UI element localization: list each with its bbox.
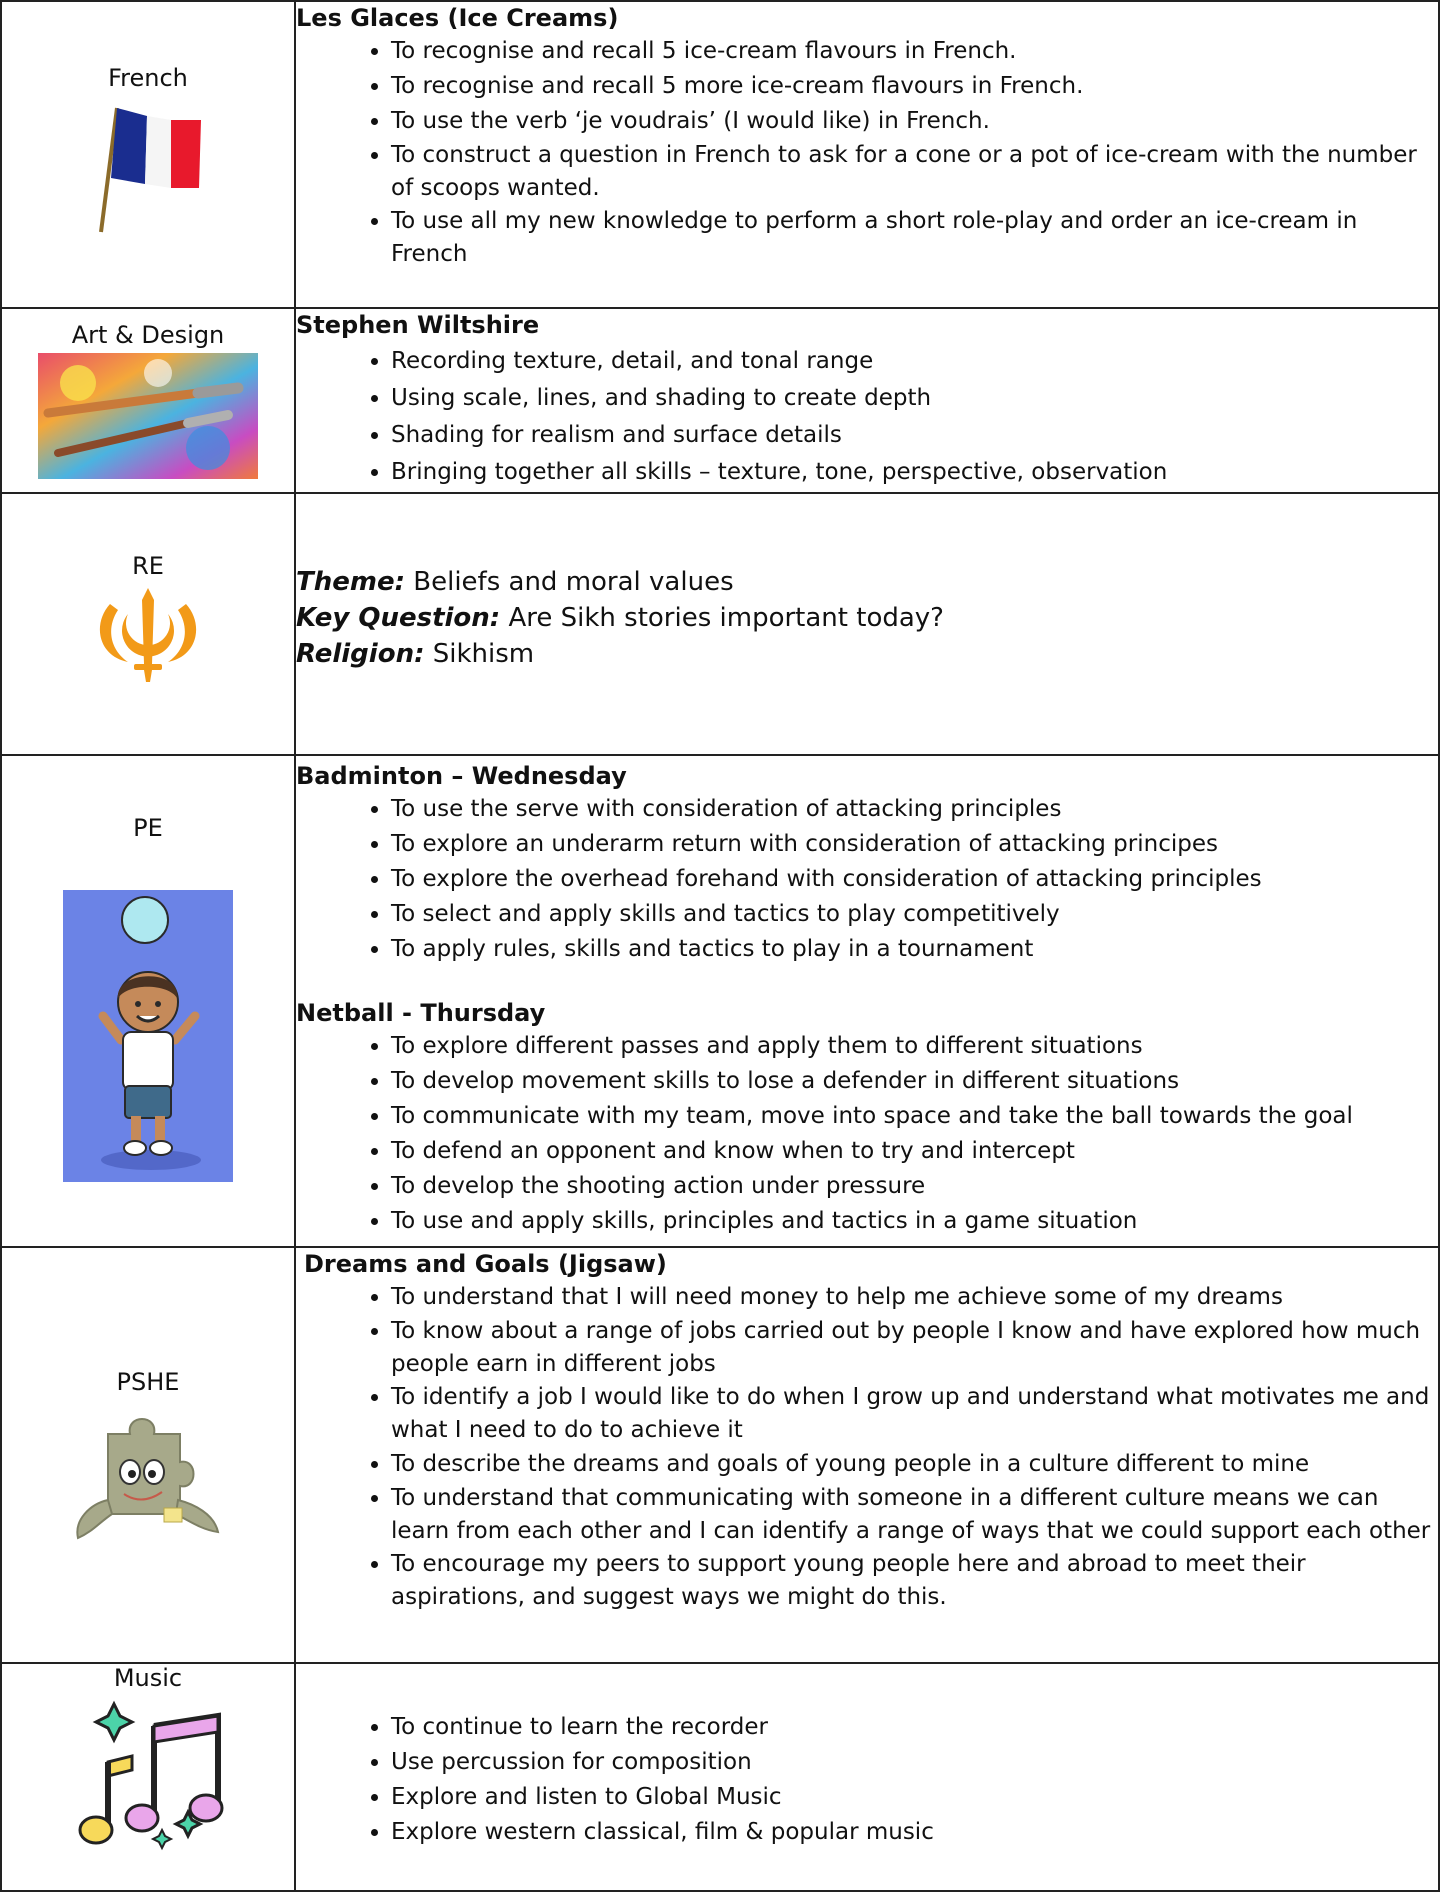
content-cell-french [295, 1, 1439, 308]
subject-cell-art [1, 308, 295, 493]
list-item: • To apply rules, skills and tactics to play in a tournament [391, 932, 1438, 967]
re-religion-value: Sikhism [424, 639, 535, 669]
objectives-list [296, 34, 1438, 271]
re-key-question-label: Key Question: [296, 603, 501, 633]
list-item: • To develop the shooting action under pressure [391, 1169, 1438, 1204]
child-with-ball-icon [63, 890, 233, 1182]
subject-label: PSHE [116, 1368, 180, 1396]
list-item: • Bringing together all skills – texture, tone, perspective, observation [391, 454, 1438, 491]
list-item: • To describe the dreams and goals of young people in a culture different to mine [391, 1447, 1438, 1482]
subject-cell-music [1, 1663, 295, 1891]
list-item: • Shading for realism and surface details [391, 417, 1438, 454]
music-notes-icon [68, 1696, 228, 1856]
objectives-list [296, 343, 1438, 491]
subject-cell-french [1, 1, 295, 308]
list-item: • To understand that communicating with someone in a different culture means we can learn from each other and I can identify a range of ways that we could support each other [391, 1482, 1438, 1548]
list-item: • To construct a question in French to ask for a cone or a pot of ice-cream with the number of scoops wanted. [391, 139, 1438, 205]
list-item: • To explore the overhead forehand with consideration of attacking principles [391, 862, 1438, 897]
list-item: • Explore western classical, film & popular music [391, 1815, 1438, 1850]
re-theme [296, 564, 1438, 600]
list-item: • To explore different passes and apply them to different situations [391, 1029, 1438, 1064]
jigsaw-piece-character-icon [68, 1404, 228, 1554]
list-item: • To understand that I will need money to help me achieve some of my dreams [391, 1280, 1438, 1315]
content-cell-pe [295, 755, 1439, 1247]
row-pe [1, 755, 1439, 1247]
list-item: • To select and apply skills and tactics to play competitively [391, 897, 1438, 932]
subject-label: PE [133, 814, 163, 842]
list-item: • To recognise and recall 5 ice-cream flavours in French. [391, 34, 1438, 69]
subject-label: Art & Design [71, 321, 225, 349]
topic-heading: Dreams and Goals (Jigsaw) [304, 1250, 667, 1278]
objectives-list [296, 1280, 1438, 1614]
list-item: • To communicate with my team, move into space and take the ball towards the goal [391, 1099, 1438, 1134]
french-flag-icon [83, 94, 213, 234]
list-item: • To use and apply skills, principles and tactics in a game situation [391, 1204, 1438, 1239]
list-item: • To explore an underarm return with consideration of attacking principes [391, 827, 1438, 862]
list-item: • To use the verb ‘je voudrais’ (I would like) in French. [391, 104, 1438, 139]
subject-cell-pshe [1, 1247, 295, 1663]
content-cell-re [295, 493, 1439, 755]
list-item: • To recognise and recall 5 more ice-cream flavours in French. [391, 69, 1438, 104]
content-cell-music [295, 1663, 1439, 1891]
re-religion [296, 636, 1438, 672]
objectives-list [296, 792, 1438, 967]
list-item: • Using scale, lines, and shading to create depth [391, 380, 1438, 417]
subject-cell-re [1, 493, 295, 755]
subject-label: French [108, 64, 188, 92]
re-key-question [296, 600, 1438, 636]
row-french [1, 1, 1439, 308]
subject-label: RE [132, 552, 164, 580]
re-theme-label: Theme: [296, 567, 406, 597]
list-item: • To continue to learn the recorder [391, 1710, 1438, 1745]
content-cell-pshe [295, 1247, 1439, 1663]
row-pshe [1, 1247, 1439, 1663]
content-cell-art [295, 308, 1439, 493]
list-item: • Explore and listen to Global Music [391, 1780, 1438, 1815]
objectives-list [296, 1710, 1438, 1850]
topic-heading: Netball - Thursday [296, 999, 546, 1027]
re-details [296, 564, 1438, 672]
subject-cell-pe [1, 755, 295, 1247]
subject-label: Music [113, 1664, 183, 1692]
paint-brushes-icon [38, 353, 258, 479]
topic-heading: Stephen Wiltshire [296, 311, 540, 339]
list-item: • To develop movement skills to lose a defender in different situations [391, 1064, 1438, 1099]
list-item: • To encourage my peers to support young people here and abroad to meet their aspirations, and suggest ways we might do this. [391, 1548, 1438, 1614]
topic-heading: Badminton – Wednesday [296, 762, 627, 790]
list-item: • To use all my new knowledge to perform a short role-play and order an ice-cream in French [391, 205, 1438, 271]
list-item: • To use the serve with consideration of attacking principles [391, 792, 1438, 827]
row-music [1, 1663, 1439, 1891]
re-key-question-value: Are Sikh stories important today? [500, 603, 944, 633]
list-item: • Recording texture, detail, and tonal range [391, 343, 1438, 380]
row-art [1, 308, 1439, 493]
list-item: • Use percussion for composition [391, 1745, 1438, 1780]
list-item: • To know about a range of jobs carried out by people I know and have explored how much people earn in different jobs [391, 1315, 1438, 1381]
objectives-list [296, 1029, 1438, 1239]
re-theme-value: Beliefs and moral values [405, 567, 734, 597]
re-religion-label: Religion: [296, 639, 425, 669]
list-item: • To identify a job I would like to do when I grow up and understand what motivates me and what I need to do to achieve it [391, 1381, 1438, 1447]
topic-heading: Les Glaces (Ice Creams) [296, 4, 619, 32]
row-re [1, 493, 1439, 755]
list-item: • To defend an opponent and know when to try and intercept [391, 1134, 1438, 1169]
khanda-icon [88, 584, 208, 684]
